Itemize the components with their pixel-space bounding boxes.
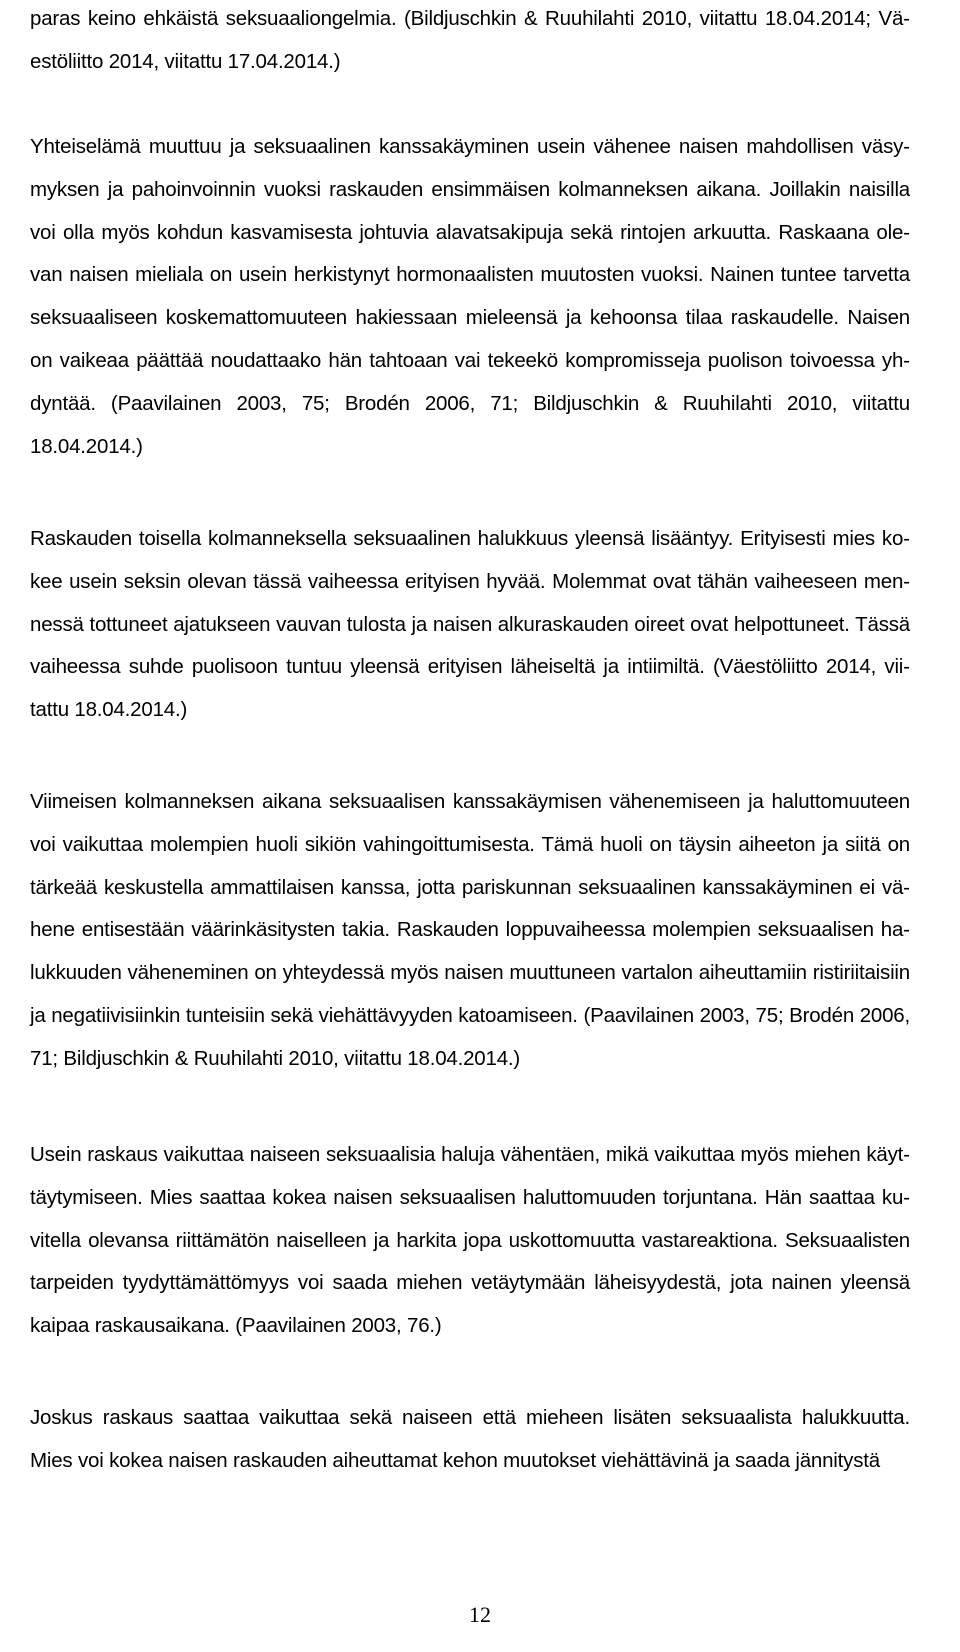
paragraph-first-trimester: Yhteiselämä muuttuu ja seksuaalinen kanssakäyminen usein vähenee naisen mahdollisen väsymyksen ja pahoinvoinnin vuoksi raskauden ensimmäisen kolmanneksen aikana. Joillakin naisilla voi olla myös kohdun kasvamisesta johtuvia alavatsakipuja sekä rintojen arkuutta. Raskaana olevan naisen mieliala on usein herkistynyt hormonaalisten muutosten vuoksi. Nainen tuntee tarvetta seksuaaliseen koskemattomuuteen hakiessaan mieleensä ja kehoonsa tilaa raskaudelle. Naisen on vaikeaa päättää noudattaako hän tahtoaan vai tekeekö kompromisseja puolison toivoessa yhdyntää. (Paavilainen 2003, 75; Brodén 2006, 71; Bildjuschkin & Ruuhilahti 2010, viitattu 18.04.2014.): [30, 135, 910, 458]
paragraph-male-behavior: Usein raskaus vaikuttaa naiseen seksuaalisia haluja vähentäen, mikä vaikuttaa myös miehen käyttäytymiseen. Mies saattaa kokea naisen seksuaalisen haluttomuuden torjuntana. Hän saattaa kuvitella olevansa riittämätön naiselleen ja harkita jopa uskottomuutta vastareaktiona. Seksuaalisten tarpeiden tyydyttämättömyys voi saada miehen vetäytymään läheisyydestä, jota nainen yleensä kaipaa raskausaikana. (Paavilainen 2003, 76.): [30, 1143, 910, 1338]
page-number: 12: [469, 1602, 491, 1627]
paragraph-third-trimester: Viimeisen kolmanneksen aikana seksuaalisen kanssakäymisen vähenemiseen ja haluttomuuteen voi vaikuttaa molempien huoli sikiön vahingoittumisesta. Tämä huoli on täysin aiheeton ja siitä on tärkeää keskustella ammattilaisen kanssa, jotta pariskunnan seksuaalinen kanssakäyminen ei vähene entisestään väärinkäsitysten takia. Raskauden loppuvaiheessa molempien seksuaalisen halukkuuden väheneminen on yhteydessä myös naisen muuttuneen vartalon aiheuttamiin ristiriitaisiin ja negatiivisiinkin tunteisiin sekä viehättävyyden katoamiseen. (Paavilainen 2003, 75; Brodén 2006, 71; Bildjuschkin & Ruuhilahti 2010, viitattu 18.04.2014.): [30, 790, 910, 1070]
paragraph-continuation: paras keino ehkäistä seksuaaliongelmia. (Bildjuschkin & Ruuhilahti 2010, viitattu 18.04.2014; Väestöliitto 2014, viitattu 17.04.2014.): [30, 7, 910, 73]
paragraph-second-trimester: Raskauden toisella kolmanneksella seksuaalinen halukkuus yleensä lisääntyy. Erityisesti mies kokee usein seksin olevan tässä vaiheessa erityisen hyvää. Molemmat ovat tähän vaiheeseen mennessä tottuneet ajatukseen vauvan tulosta ja naisen alkuraskauden oireet ovat helpottuneet. Tässä vaiheessa suhde puolisoon tuntuu yleensä erityisen läheiseltä ja intiimiltä. (Väestöliitto 2014, viitattu 18.04.2014.): [30, 527, 910, 722]
paragraph-increased-desire: Joskus raskaus saattaa vaikuttaa sekä naiseen että mieheen lisäten seksuaalista halukkuutta. Mies voi kokea naisen raskauden aiheuttamat kehon muutokset viehättävinä ja saada jännitystä: [30, 1406, 910, 1472]
